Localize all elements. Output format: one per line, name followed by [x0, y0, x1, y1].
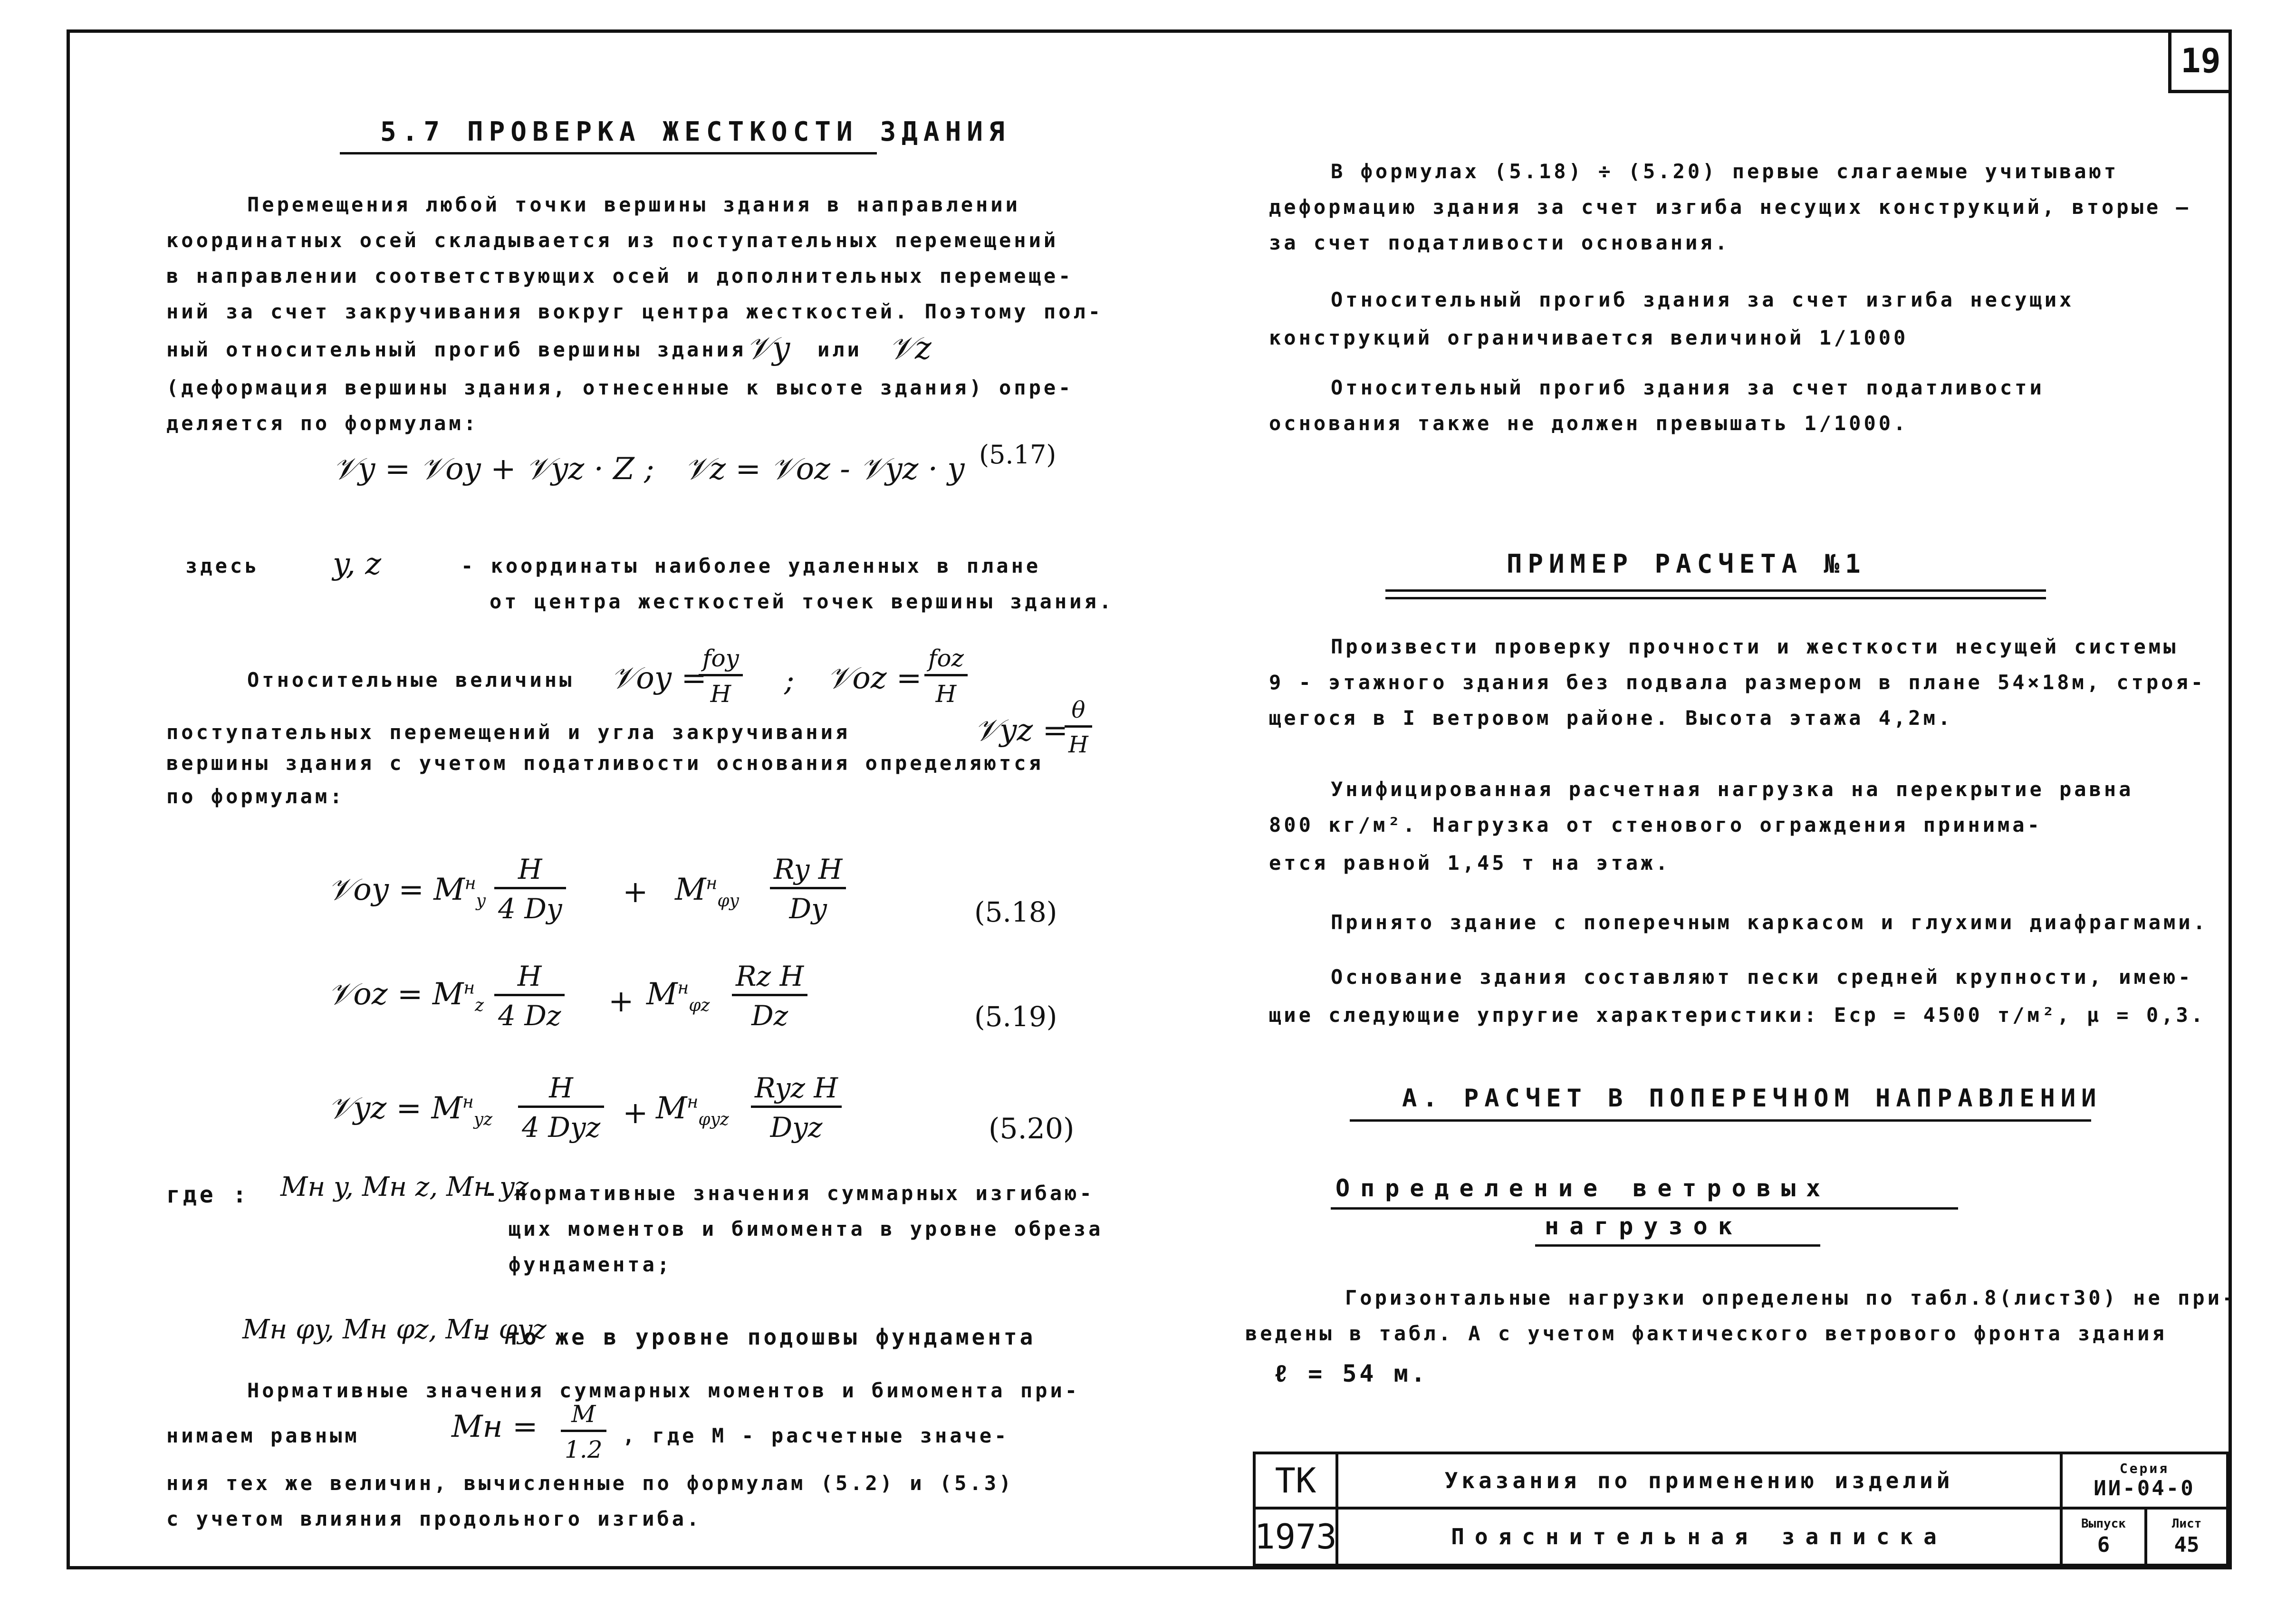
text-line: , где M - расчетные значе- — [623, 1424, 1009, 1447]
subscript: yz — [473, 1109, 493, 1129]
formula-term: 𝒱yz = M — [328, 1091, 463, 1126]
text-line: Основание здания составляют пески средней крупности, имею- — [1331, 965, 2193, 989]
symbol-mn: Mн = — [452, 1409, 538, 1444]
page-number: 19 — [2168, 31, 2230, 93]
formula-5-18-m2 — [675, 872, 739, 911]
subscript: φy — [717, 891, 739, 911]
stamp-year: 1973 — [1253, 1507, 1338, 1567]
mphi-symbols: Mн φy, Mн φz, Mн φyz — [242, 1314, 547, 1345]
formula-5-19-m2 — [646, 979, 710, 1014]
text-line: координатных осей складывается из поступательных перемещений — [166, 229, 1059, 252]
superscript: н — [687, 1092, 699, 1112]
text-line: ℓ = 54 м. — [1274, 1360, 1428, 1387]
stamp-tk: ТК — [1253, 1452, 1338, 1510]
subscript: z — [475, 995, 484, 1015]
fraction-denominator: 4 Dz — [498, 1000, 561, 1032]
symbol-voz: 𝒱oz = — [827, 661, 922, 696]
section-heading: 5.7 ПРОВЕРКА ЖЕСТКОСТИ ЗДАНИЯ — [380, 116, 1010, 147]
text-line: в направлении соответствующих осей и дополнительных перемеще- — [166, 264, 1074, 288]
formula-5-18-lhs — [328, 872, 486, 911]
text-line: ется равной 1,45 т на этаж. — [1269, 851, 1671, 875]
text-line: с учетом влияния продольного изгиба. — [166, 1507, 702, 1530]
fraction-numerator: Ry H — [770, 856, 846, 889]
text-line: поступательных перемещений и угла закручивания — [166, 721, 851, 744]
text-line: деляется по формулам: — [166, 412, 479, 435]
text-line: В формулах (5.18) ÷ (5.20) первые слагаемые учитывают — [1331, 160, 2119, 183]
text-line: ный относительный прогиб вершины здания — [166, 338, 747, 361]
symbol-vz: 𝒱z — [889, 330, 932, 366]
fraction-denominator: H — [710, 680, 731, 708]
subheading-b-2: нагрузок — [1545, 1212, 1743, 1240]
formula-term: M — [675, 872, 706, 907]
text-line: Относительный прогиб здания за счет податливости — [1331, 376, 2045, 399]
semicolon: ; — [784, 663, 795, 698]
text-line: Принято здание с поперечным каркасом и глухими диафрагмами. — [1331, 911, 2208, 934]
text-line: ведены в табл. А с учетом фактического ветрового фронта здания — [1245, 1322, 2167, 1345]
formula-term: M — [656, 1091, 687, 1126]
text-line: (деформация вершины здания, отнесенные к высоте здания) опре- — [166, 376, 1074, 399]
fraction-numerator: foz — [924, 646, 968, 676]
zdes-vars: y, z — [333, 547, 382, 582]
heading-underline — [1350, 1119, 2091, 1122]
stamp-seria-label: Серия — [2119, 1461, 2170, 1476]
formula-number: (5.20) — [989, 1112, 1075, 1145]
formula-5-20-fraction-2 — [751, 1072, 842, 1144]
formula-5-17-a: 𝒱y = 𝒱oy + 𝒱yz · Z ; — [333, 452, 654, 487]
heading-underline — [340, 152, 877, 154]
text-line: от центра жесткостей точек вершины здания. — [490, 590, 1114, 613]
text-line: нимаем равным — [166, 1424, 360, 1447]
formula-number: (5.18) — [974, 896, 1057, 928]
plus-sign: + — [623, 1096, 648, 1131]
stamp-seria-value: ИИ-04-0 — [2094, 1476, 2195, 1500]
text-line: - то же в уровне подошвы фундамента — [475, 1324, 1036, 1350]
fraction-m-1-2 — [561, 1402, 606, 1462]
superscript: н — [706, 874, 718, 894]
fraction-numerator: M — [561, 1402, 606, 1432]
text-line: деформацию здания за счет изгиба несущих конструкций, вторые — — [1269, 195, 2191, 219]
formula-term: 𝒱oz = M — [328, 977, 464, 1012]
fraction-numerator: Ryz H — [751, 1074, 842, 1108]
superscript: н — [677, 978, 689, 998]
text-line: Перемещения любой точки вершины здания в направлении — [247, 193, 1020, 216]
heading-underline — [1331, 1207, 1958, 1210]
text-line: Унифицированная расчетная нагрузка на перекрытие равна — [1331, 778, 2134, 801]
text-line: конструкций ограничивается величиной 1/1000 — [1269, 326, 1909, 349]
fraction-numerator: Rz H — [732, 962, 807, 996]
formula-5-20-fraction-1 — [518, 1072, 604, 1144]
text-line: щегося в I ветровом районе. Высота этажа 4,2м. — [1269, 706, 1953, 730]
text-line: ний за счет закручивания вокруг центра жесткостей. Поэтому пол- — [166, 300, 1104, 323]
stamp-seria — [2060, 1452, 2229, 1510]
fraction-denominator: Dyz — [770, 1111, 823, 1144]
subscript: y — [476, 891, 486, 911]
text-line: по формулам: — [166, 785, 345, 808]
subscript: φyz — [698, 1109, 729, 1129]
fraction-foy — [699, 646, 743, 706]
formula-term: 𝒱oy = M — [328, 872, 465, 907]
formula-5-20-m2 — [656, 1093, 729, 1128]
stamp-list — [2144, 1507, 2229, 1567]
heading-underline — [1535, 1244, 1820, 1247]
fraction-foz — [924, 646, 968, 706]
superscript: н — [462, 1092, 474, 1112]
text-line: или — [817, 338, 862, 361]
stamp-subtitle: Пояснительная записка — [1335, 1507, 2063, 1567]
text-line: 9 - этажного здания без подвала размером в плане 54×18м, строя- — [1269, 671, 2206, 694]
text-line: Относительный прогиб здания за счет изгиба несущих — [1331, 288, 2075, 311]
plus-sign: + — [608, 984, 634, 1019]
fraction-numerator: foy — [699, 646, 743, 676]
formula-number: (5.19) — [974, 1000, 1057, 1033]
formula-5-19-lhs — [328, 979, 484, 1014]
fraction-numerator: θ — [1065, 699, 1092, 728]
text-line: - координаты наиболее удаленных в плане — [461, 554, 1041, 577]
subheading-a: А. РАСЧЕТ В ПОПЕРЕЧНОМ НАПРАВЛЕНИИ — [1402, 1084, 2102, 1113]
heading-underline — [1385, 597, 2046, 599]
fraction-denominator: 4 Dyz — [522, 1111, 601, 1144]
symbol-voy: 𝒱oy = — [611, 661, 707, 696]
zdes-label: здесь — [185, 554, 260, 577]
formula-5-19-fraction-2 — [732, 960, 807, 1032]
stamp-title: Указания по применению изделий — [1335, 1452, 2063, 1510]
heading-underline — [1385, 589, 2046, 592]
superscript: н — [464, 874, 476, 894]
text-line: за счет податливости основания. — [1269, 231, 1730, 254]
fraction-denominator: 4 Dy — [498, 893, 562, 925]
gde-symbols: Mн y, Mн z, Mн yz — [280, 1172, 529, 1202]
text-line: фундамента; — [509, 1253, 672, 1276]
example-heading: ПРИМЕР РАСЧЕТА №1 — [1507, 549, 1866, 579]
plus-sign: + — [623, 875, 648, 910]
text-line: щих моментов и бимомента в уровне обреза — [509, 1217, 1104, 1241]
formula-5-17-b: 𝒱z = 𝒱oz - 𝒱yz · y — [684, 452, 965, 487]
stamp-vypusk-value: 6 — [2097, 1533, 2110, 1557]
title-block — [1253, 1452, 2229, 1567]
superscript: н — [463, 978, 475, 998]
stamp-list-value: 45 — [2174, 1533, 2200, 1557]
formula-number: (5.17) — [979, 440, 1057, 470]
text-line: Нормативные значения суммарных моментов и бимомента при- — [247, 1379, 1080, 1402]
text-line: основания также не должен превышать 1/1000. — [1269, 412, 1909, 435]
fraction-numerator: H — [518, 1074, 604, 1108]
formula-5-20-lhs — [328, 1093, 492, 1128]
stamp-vypusk-label: Выпуск — [2081, 1517, 2126, 1531]
text-line: Относительные величины — [247, 668, 575, 692]
text-line: щие следующие упругие характеристики: Eср = 4500 т/м², μ = 0,3. — [1269, 1003, 2206, 1027]
fraction-denominator: H — [935, 680, 957, 708]
fraction-numerator: H — [494, 856, 566, 889]
subscript: φz — [689, 995, 710, 1015]
fraction-denominator: Dz — [751, 1000, 788, 1032]
symbol-vyz: 𝒱yz = — [974, 713, 1068, 748]
fraction-denominator: 1.2 — [565, 1436, 603, 1463]
text-line: вершины здания с учетом податливости основания определяются — [166, 751, 1044, 775]
text-line: ния тех же величин, вычисленные по формулам (5.2) и (5.3) — [166, 1471, 1014, 1495]
stamp-list-label: Лист — [2171, 1517, 2202, 1531]
formula-term: M — [646, 977, 678, 1012]
fraction-denominator: Dy — [789, 893, 827, 925]
text-line: - нормативные значения суммарных изгибаю- — [485, 1182, 1095, 1205]
fraction-denominator: H — [1068, 731, 1088, 758]
text-line: Горизонтальные нагрузки определены по табл.8(лист30) не при- — [1345, 1286, 2238, 1309]
gde-label: где : — [166, 1182, 250, 1208]
stamp-vypusk — [2060, 1507, 2147, 1567]
formula-5-18-fraction-2 — [770, 853, 846, 925]
text-line: Произвести проверку прочности и жесткости несущей системы — [1331, 635, 2179, 658]
text-line: 800 кг/м². Нагрузка от стенового ограждения принима- — [1269, 813, 2042, 837]
formula-5-19-fraction-1 — [494, 960, 565, 1032]
formula-5-18-fraction-1 — [494, 853, 566, 925]
symbol-vy: 𝒱y — [746, 330, 790, 366]
fraction-numerator: H — [494, 962, 565, 996]
subheading-b: Определение ветровых — [1335, 1174, 1831, 1202]
fraction-theta-h — [1065, 699, 1092, 756]
